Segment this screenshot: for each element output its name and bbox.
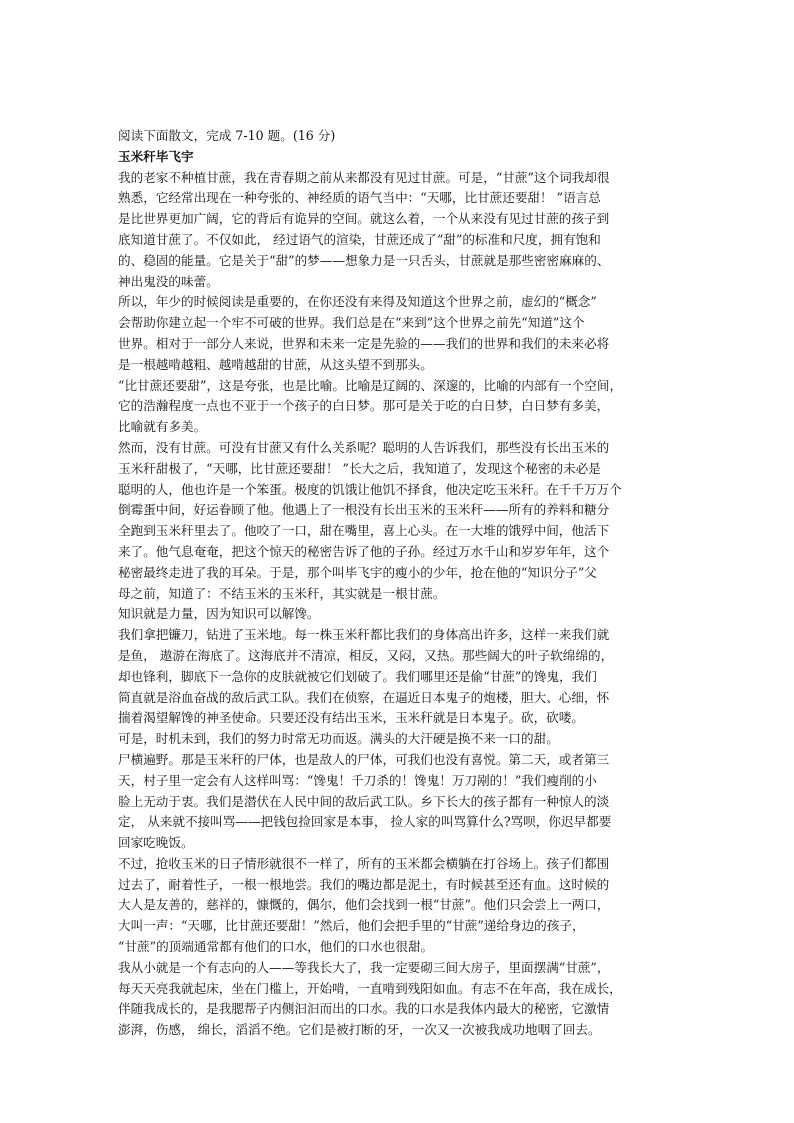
text-line: 比喻就有多美。 (118, 419, 207, 435)
text-line: 我从小就是一个有志向的人——等我长大了，我一定要砌三间大房子，里面摆满“甘蔗”， (118, 959, 610, 975)
text-line: 是比世界更加广阔，它的背后有诡异的空间。就这么着，一个从来没有见过甘蔗的孩子到 (118, 211, 610, 227)
text-line: “甘蔗”的顶端通常都有他们的口水，他们的口水也很甜。 (118, 939, 434, 955)
text-line: 伴随我成长的，是我腮帮子内侧汩汩而出的口水。我的口水是我体内最大的秘密，它激情 (118, 1001, 610, 1017)
text-line: 熟悉，它经常出现在一种夸张的、神经质的语气当中：“天哪，比甘蔗还要甜！ ”语言总 (118, 190, 601, 206)
text-line: 可是，时机未到，我们的努力时常无功而返。满头的大汗硬是换不来一口的甜。 (118, 731, 559, 747)
text-line: 回家吃晚饭。 (118, 835, 194, 851)
text-line: 定， 从来就不接叫骂——把钱包捡回家是本事， 捡人家的叫骂算什么?骂呗，你迟早都要 (118, 814, 612, 830)
text-line: 然而，没有甘蔗。可没有甘蔗又有什么关系呢？聪明的人告诉我们，那些没有长出玉米的 (118, 439, 610, 455)
text-line: 的、稳固的能量。它是关于“甜”的梦——想象力是一只舌头，甘蔗就是那些密密麻麻的、 (118, 252, 610, 268)
text-line: 秘密最终走进了我的耳朵。于是，那个叫毕飞宇的瘦小的少年，抢在他的“知识分子”父 (118, 564, 597, 580)
text-line: 倒霉蛋中间，好运眷顾了他。他遇上了一根没有长出玉米的玉米秆——所有的养料和糖分 (118, 502, 610, 518)
text-line: 简直就是浴血奋战的敌后武工队。我们在侦察，在逼近日本鬼子的炮楼，胆大、心细，怀 (118, 689, 610, 705)
text-line: 我的老家不种植甘蔗，我在青春期之前从来都没有见过甘蔗。可是，“甘蔗”这个词我却很 (118, 169, 610, 185)
text-line: 澎湃，伤感， 绵长，滔滔不绝。它们是被打断的牙，一次又一次被我成功地咽了回去。 (118, 1022, 601, 1038)
text-line: 大人是友善的，慈祥的，慷慨的，偶尔，他们会找到一根“甘蔗”。他们只会尝上一两口， (118, 897, 610, 913)
text-line: 它的浩瀚程度一点也不亚于一个孩子的白日梦。那可是关于吃的白日梦，白日梦有多美， (118, 398, 610, 414)
text-line: 底知道甘蔗了。不仅如此， 经过语气的渲染，甘蔗还成了“甜”的标准和尺度，拥有饱和 (118, 231, 601, 247)
text-line: 神出鬼没的味蕾。 (118, 273, 219, 289)
text-line: 揣着渴望解馋的神圣使命。只要还没有结出玉米，玉米秆就是日本鬼子。砍，砍喽。 (118, 710, 584, 726)
article-body (118, 168, 678, 1041)
text-line: 每天天亮我就起床，坐在门槛上，开始啃，一直啃到残阳如血。有志不在年高，我在成长， (118, 980, 622, 996)
text-line: 脸上无动于衷。我们是潜伏在人民中间的敌后武工队。乡下长大的孩子都有一种惊人的淡 (118, 793, 610, 809)
text-line: 我们拿把镰刀，钻进了玉米地。每一株玉米秆都比我们的身体高出许多，这样一来我们就 (118, 627, 610, 643)
article-title: 玉米秆毕飞宇 (118, 148, 194, 164)
exercise-heading: 阅读下面散文，完成 7-10 题。(16 分) (118, 128, 336, 143)
text-line: 全跑到玉米秆里去了。他咬了一口，甜在嘴里，喜上心头。在一大堆的饿殍中间，他活下 (118, 523, 610, 539)
text-line: 会帮助你建立起一个牢不可破的世界。我们总是在“来到”这个世界之前先“知道”这个 (118, 315, 585, 331)
text-line: 玉米秆甜极了，“天哪，比甘蔗还要甜！ ”长大之后，我知道了，发现这个秘密的未必是 (118, 460, 601, 476)
text-line: 不过，抢收玉米的日子情形就很不一样了，所有的玉米都会横躺在打谷场上。孩子们都围 (118, 855, 610, 871)
text-line: 是一根越啃越粗、越啃越甜的甘蔗，从这头望不到那头。 (118, 356, 433, 372)
text-line: 来了。他气息奄奄，把这个惊天的秘密告诉了他的子孙。经过万水千山和岁岁年年，这个 (118, 543, 610, 559)
text-line: 过去了，耐着性子，一根一根地尝。我们的嘴边都是泥土，有时候甚至还有血。这时候的 (118, 876, 610, 892)
text-line: 所以，年少的时候阅读是重要的，在你还没有来得及知道这个世界之前，虚幻的“概念” (118, 294, 597, 310)
article (118, 126, 678, 1041)
text-line: “比甘蔗还要甜”，这是夸张，也是比喻。比喻是辽阔的、深邃的，比喻的内部有一个空间， (118, 377, 623, 393)
text-line: 天，村子里一定会有人这样叫骂：“馋鬼！千刀杀的！馋鬼！万刀剐的！”我们瘦削的小 (118, 772, 597, 788)
text-line: 世界。相对于一部分人来说，世界和未来一定是先验的——我们的世界和我们的未来必将 (118, 335, 610, 351)
text-line: 是鱼， 遨游在海底了。这海底并不清凉，相反，又闷，又热。那些阔大的叶子软绵绵的， (118, 647, 614, 663)
text-line: 大叫一声：“天哪，比甘蔗还要甜！”然后，他们会把手里的“甘蔗”递给身边的孩子， (118, 918, 585, 934)
text-line: 聪明的人，他也许是一个笨蛋。极度的饥饿让他饥不择食，他决定吃玉米秆。在千千万万个 (118, 481, 622, 497)
text-line: 知识就是力量，因为知识可以解馋。 (118, 606, 320, 622)
text-line: 尸横遍野。那是玉米秆的尸体，也是敌人的尸体，可我们也没有喜悦。第二天，或者第三 (118, 751, 610, 767)
text-line: 却也锋利，脚底下一急你的皮肤就被它们划破了。我们哪里还是偷“甘蔗”的馋鬼，我们 (118, 668, 597, 684)
text-line: 母之前，知道了：不结玉米的玉米秆，其实就是一根甘蔗。 (118, 585, 446, 601)
